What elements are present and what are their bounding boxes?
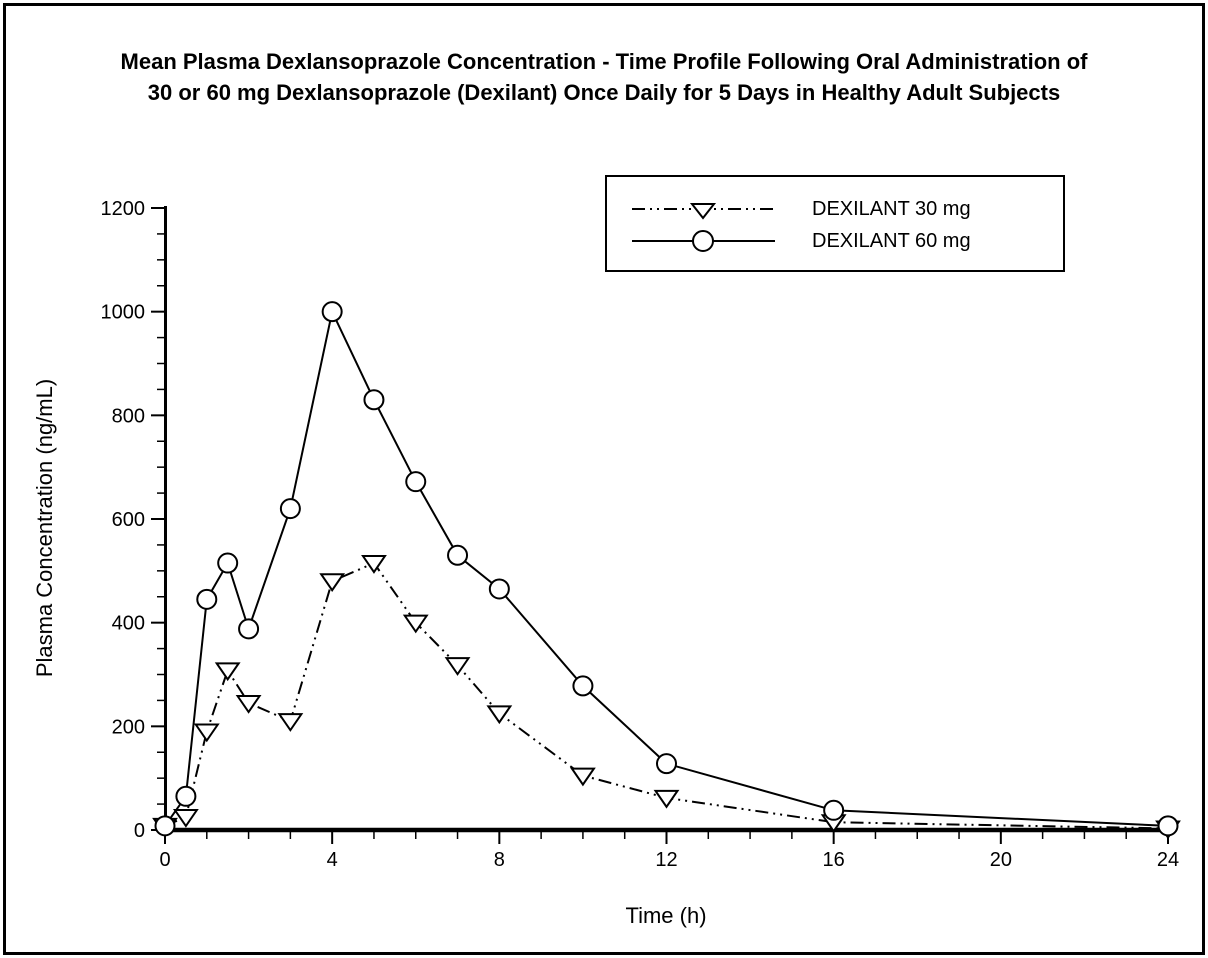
- marker-triangle-down: [321, 574, 343, 590]
- marker-triangle-down: [572, 769, 594, 785]
- x-tick-label: 8: [493, 849, 505, 871]
- marker-triangle-down: [217, 663, 239, 679]
- legend-item: [630, 193, 1063, 225]
- legend-rows: [630, 193, 1063, 257]
- marker-triangle-down: [488, 706, 510, 722]
- y-tick-label: 0: [133, 820, 145, 842]
- legend-item: [630, 225, 1063, 257]
- x-tick-label: 16: [822, 849, 845, 871]
- marker-circle: [156, 816, 175, 835]
- marker-circle: [490, 579, 509, 598]
- legend-sample-triangle-down: [630, 195, 777, 223]
- marker-circle: [197, 590, 216, 609]
- x-axis-label: Time (h): [625, 903, 707, 928]
- marker-circle: [1159, 816, 1178, 835]
- legend-marker-circle: [693, 231, 713, 251]
- x-tick-label: 4: [326, 849, 338, 871]
- marker-circle: [824, 801, 843, 820]
- marker-circle: [573, 676, 592, 695]
- marker-circle: [239, 619, 258, 638]
- marker-circle: [281, 499, 300, 518]
- marker-triangle-down: [447, 658, 469, 674]
- marker-triangle-down: [363, 556, 385, 572]
- y-tick-label: 1000: [100, 301, 145, 324]
- legend-label: DEXILANT 30 mg: [812, 197, 971, 220]
- y-tick-label: 600: [111, 509, 145, 531]
- y-tick-label: 800: [111, 405, 145, 428]
- marker-circle: [657, 754, 676, 773]
- y-tick-label: 1200: [100, 198, 145, 220]
- series-line-dexilant-60-mg: [165, 312, 1168, 826]
- chart-title-line2: 30 or 60 mg Dexlansoprazole (Dexilant) Once Daily for 5 Days in Healthy Adult Subjects: [147, 80, 1061, 105]
- marker-triangle-down: [279, 714, 301, 730]
- marker-circle: [218, 554, 237, 573]
- marker-triangle-down: [238, 696, 260, 712]
- y-axis-label: Plasma Concentration (ng/mL): [32, 378, 57, 678]
- marker-triangle-down: [656, 791, 678, 807]
- x-tick-label: 20: [989, 849, 1012, 871]
- marker-circle: [448, 546, 467, 565]
- marker-circle: [323, 302, 342, 321]
- chart-title-line1: Mean Plasma Dexlansoprazole Concentration - Time Profile Following Oral Administration of: [120, 49, 1088, 74]
- x-tick-label: 24: [1156, 849, 1180, 871]
- marker-triangle-down: [175, 810, 197, 826]
- series-line-dexilant-30-mg: [165, 563, 1168, 828]
- marker-circle: [406, 472, 425, 491]
- marker-circle: [364, 390, 383, 409]
- marker-triangle-down: [405, 616, 427, 632]
- y-tick-label: 400: [111, 612, 145, 635]
- marker-circle: [176, 787, 195, 806]
- legend-label: DEXILANT 60 mg: [812, 229, 971, 252]
- x-tick-label: 0: [159, 849, 171, 871]
- x-tick-label: 12: [655, 849, 678, 871]
- y-tick-label: 200: [111, 716, 145, 739]
- marker-triangle-down: [196, 725, 218, 741]
- legend-box: [605, 175, 1065, 272]
- legend-sample-circle: [630, 227, 777, 255]
- legend-marker-triangle-down: [692, 204, 714, 218]
